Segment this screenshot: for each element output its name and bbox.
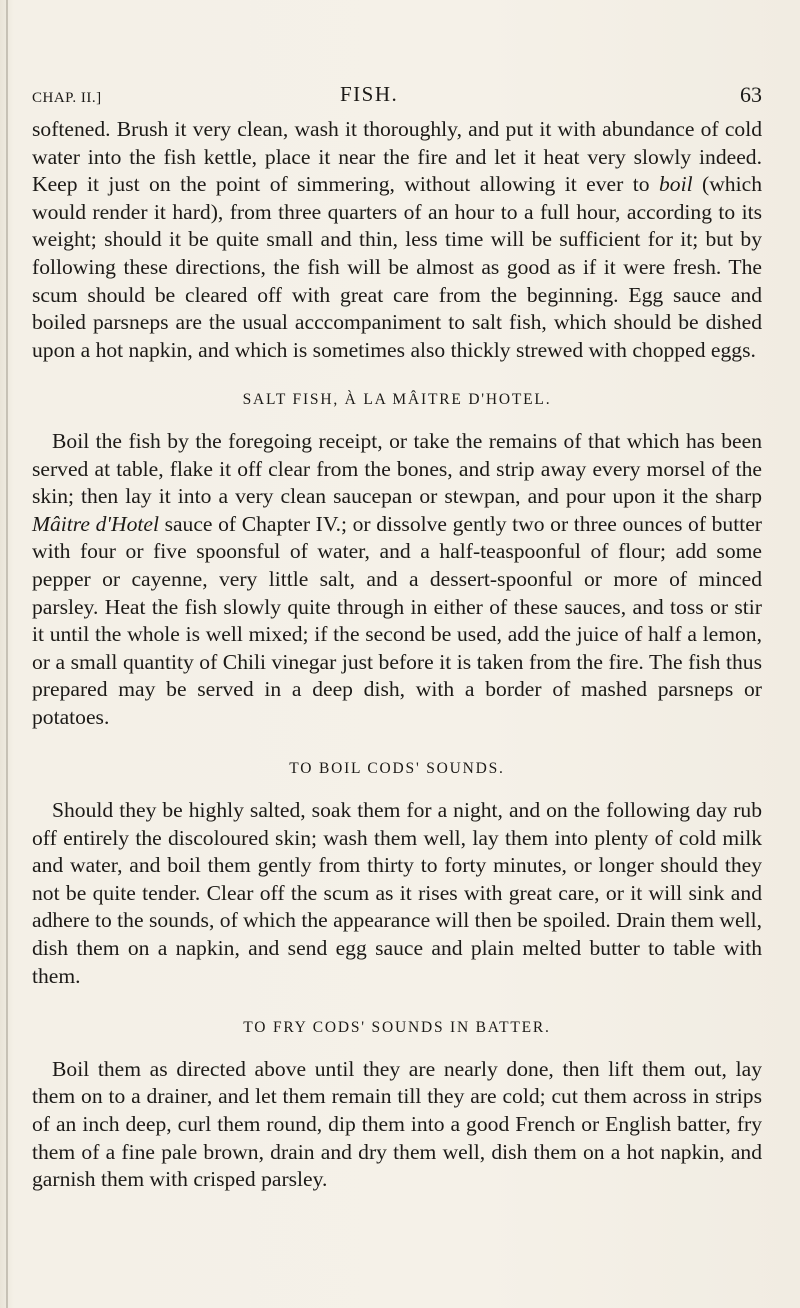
recipe-body-boil: Should they be highly salted, soak them for a night, and on the following day rub off entirely the discoloured skin; wash them well, lay them into plenty of cold milk and water, and boil them gently from thirty to forty minutes, or longer should they not be quite tender. Clear off the scum as it rises with great care, or it will sink and adhere to the sounds, of which the appearance will then be spoiled. Drain them well, dish them on a napkin, and send egg sauce and plain melted butter to table with them. (32, 798, 762, 988)
page-number: 63 (740, 82, 762, 107)
recipe-heading-fry: TO FRY CODS' SOUNDS IN BATTER. (243, 1019, 551, 1037)
recipe-heading-boil: TO BOIL CODS' SOUNDS. (289, 760, 505, 778)
continuation-text-1: softened. Brush it very clean, wash it thoroughly, and put it with abundance of cold water into the fish kettle, place it near the fire and let it heat very slowly indeed. Keep it just on the point of simmering, without allowing it ever to (32, 117, 762, 197)
section-title: FISH. (340, 82, 399, 106)
page-body (32, 116, 762, 1194)
recipe-heading-maitre: SALT FISH, À LA MÂITRE D'HOTEL. (242, 391, 552, 409)
recipe-body-maitre (32, 428, 762, 732)
chapter-label: CHAP. II.] (32, 90, 102, 106)
maitre-text-2: sauce of Chapter IV.; or dissolve gently two or three ounces of butter with four or five spoonsful of water, and a half-teaspoonful of flour; add some pepper or cayenne, very little salt, and a dessert-spoonful or more of minced parsley. Heat the fish slowly quite through in either of these sauces, and toss or stir it until the whole is well mixed; if the second be used, add the juice of half a lemon, or a small quantity of Chili vinegar just before it is taken from the fire. The fish thus prepared may be served in a deep dish, with a border of mashed parsneps or potatoes. (32, 511, 762, 729)
continuation-emphasis: boil (659, 172, 693, 197)
maitre-emphasis: Mâitre d'Hotel (32, 511, 159, 536)
recipe-body-fry: Boil them as directed above until they are nearly done, then lift them out, lay them on to a drainer, and let them remain till they are cold; cut them across in strips of an inch deep, curl them round, dip them into a good French or English batter, fry them of a fine pale brown, drain and dry them well, dish them on a hot napkin, and garnish them with crisped parsley. (32, 1056, 762, 1192)
continuation-text-2: (which would render it hard), from three quarters of an hour to a full hour, according to its weight; should it be quite small and thin, less time will be sufficient for it; but by following these directions, the fish will be almost as good as if it were fresh. The scum should be cleared off with great care from the beginning. Egg sauce and boiled parsneps are the usual acccompaniment to salt fish, which should be dished upon a hot napkin, and which is sometimes also thickly strewed with chopped eggs. (32, 172, 762, 362)
continuation-paragraph (32, 116, 762, 364)
running-head (32, 72, 762, 112)
page-edge-shadow (6, 0, 8, 1308)
maitre-text-1: Boil the fish by the foregoing receipt, or take the remains of that which has been served at table, flake it off clear from the bones, and strip away every morsel of the skin; then lay it into a very clean saucepan or stewpan, and pour upon it the sharp (32, 428, 762, 509)
